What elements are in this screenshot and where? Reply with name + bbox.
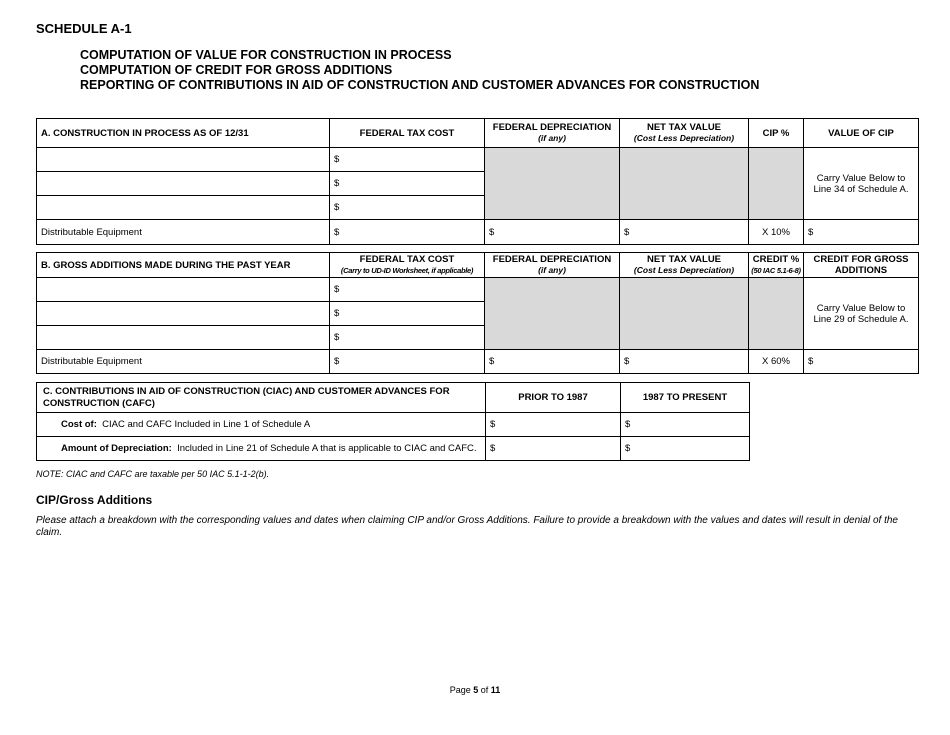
ciac-depreciation-prior-field[interactable]: $: [486, 437, 621, 461]
col-federal-tax-cost: FEDERAL TAX COST (Carry to UD-ID Worksheet, if applicable): [330, 253, 485, 278]
cip-carry-note: Carry Value Below to Line 34 of Schedule A.: [804, 148, 919, 220]
cip-distributable-depreciation[interactable]: $: [485, 220, 620, 245]
title-line-1: COMPUTATION OF VALUE FOR CONSTRUCTION IN PROCESS: [80, 48, 452, 62]
gross-distributable-tax-cost[interactable]: $: [330, 350, 485, 374]
ciac-depreciation-row-label: Amount of Depreciation: Included in Line 21 of Schedule A that is applicable to CIAC and CAFC.: [37, 437, 486, 461]
gross-carry-note: Carry Value Below to Line 29 of Schedule A.: [804, 278, 919, 350]
schedule-label: SCHEDULE A-1: [36, 21, 132, 36]
page-number: 5: [473, 685, 479, 695]
cip-description-field-2[interactable]: [37, 172, 330, 196]
cip-tax-cost-field-1[interactable]: $: [330, 148, 485, 172]
total-pages: 11: [490, 685, 501, 695]
col-federal-tax-cost: FEDERAL TAX COST: [330, 119, 485, 148]
shaded-cell: [485, 278, 620, 350]
ciac-depreciation-present-field[interactable]: $: [621, 437, 750, 461]
cip-description-field-3[interactable]: [37, 196, 330, 220]
cip-gross-title: CIP/Gross Additions: [36, 493, 153, 507]
cip-distributable-pct: X 10%: [749, 220, 804, 245]
col-credit-for-gross-additions: CREDIT FOR GROSS ADDITIONS: [804, 253, 919, 278]
col-federal-depreciation: FEDERAL DEPRECIATION (if any): [485, 119, 620, 148]
cip-distributable-net-value[interactable]: $: [620, 220, 749, 245]
form-titles: [80, 48, 759, 93]
cip-distributable-label: Distributable Equipment: [37, 220, 330, 245]
col-value-of-cip: VALUE OF CIP: [804, 119, 919, 148]
shaded-cell: [620, 278, 749, 350]
col-1987-to-present: 1987 TO PRESENT: [621, 383, 750, 413]
gross-tax-cost-field-3[interactable]: $: [330, 326, 485, 350]
page-footer: Page 5 of 11: [449, 685, 501, 695]
title-line-2: COMPUTATION OF CREDIT FOR GROSS ADDITIONS: [80, 63, 393, 77]
title-line-3: REPORTING OF CONTRIBUTIONS IN AID OF CONSTRUCTION AND CUSTOMER ADVANCES FOR CONSTRUCTION: [80, 78, 760, 92]
section-c-title: C. CONTRIBUTIONS IN AID OF CONSTRUCTION (CIAC) AND CUSTOMER ADVANCES FOR CONSTRUCTION (CAFC): [37, 383, 486, 413]
cip-gross-instructions: Please attach a breakdown with the corresponding values and dates when claiming CIP and/or Gross Additions. Failure to provide a breakdown with the values and dates will result in denial of the claim.: [36, 515, 898, 538]
ciac-cost-row-label: Cost of: CIAC and CAFC Included in Line 1 of Schedule A: [37, 413, 486, 437]
gross-distributable-depreciation[interactable]: $: [485, 350, 620, 374]
shaded-cell: [749, 148, 804, 220]
col-cip-pct: CIP %: [749, 119, 804, 148]
cip-distributable-tax-cost[interactable]: $: [330, 220, 485, 245]
gross-distributable-label: Distributable Equipment: [37, 350, 330, 374]
section-b-title: B. GROSS ADDITIONS MADE DURING THE PAST YEAR: [37, 253, 330, 278]
col-net-tax-value: NET TAX VALUE (Cost Less Depreciation): [620, 253, 749, 278]
section-c-table: [36, 382, 750, 461]
cip-description-field-1[interactable]: [37, 148, 330, 172]
gross-distributable-credit[interactable]: $: [804, 350, 919, 374]
section-b-table: [36, 252, 919, 374]
shaded-cell: [749, 278, 804, 350]
shaded-cell: [485, 148, 620, 220]
col-federal-depreciation: FEDERAL DEPRECIATION (if any): [485, 253, 620, 278]
ciac-note: NOTE: CIAC and CAFC are taxable per 50 IAC 5.1-1-2(b).: [36, 469, 270, 479]
col-net-tax-value: NET TAX VALUE (Cost Less Depreciation): [620, 119, 749, 148]
gross-description-field-1[interactable]: [37, 278, 330, 302]
col-prior-to-1987: PRIOR TO 1987: [486, 383, 621, 413]
cip-tax-cost-field-3[interactable]: $: [330, 196, 485, 220]
shaded-cell: [620, 148, 749, 220]
gross-tax-cost-field-1[interactable]: $: [330, 278, 485, 302]
gross-distributable-pct: X 60%: [749, 350, 804, 374]
col-credit-pct: CREDIT % (50 IAC 5.1-6-8): [749, 253, 804, 278]
cip-distributable-value[interactable]: $: [804, 220, 919, 245]
ciac-cost-present-field[interactable]: $: [621, 413, 750, 437]
section-a-title: A. CONSTRUCTION IN PROCESS AS OF 12/31: [37, 119, 330, 148]
gross-description-field-3[interactable]: [37, 326, 330, 350]
gross-distributable-net-value[interactable]: $: [620, 350, 749, 374]
ciac-cost-prior-field[interactable]: $: [486, 413, 621, 437]
gross-description-field-2[interactable]: [37, 302, 330, 326]
section-a-table: [36, 118, 919, 245]
gross-tax-cost-field-2[interactable]: $: [330, 302, 485, 326]
cip-tax-cost-field-2[interactable]: $: [330, 172, 485, 196]
